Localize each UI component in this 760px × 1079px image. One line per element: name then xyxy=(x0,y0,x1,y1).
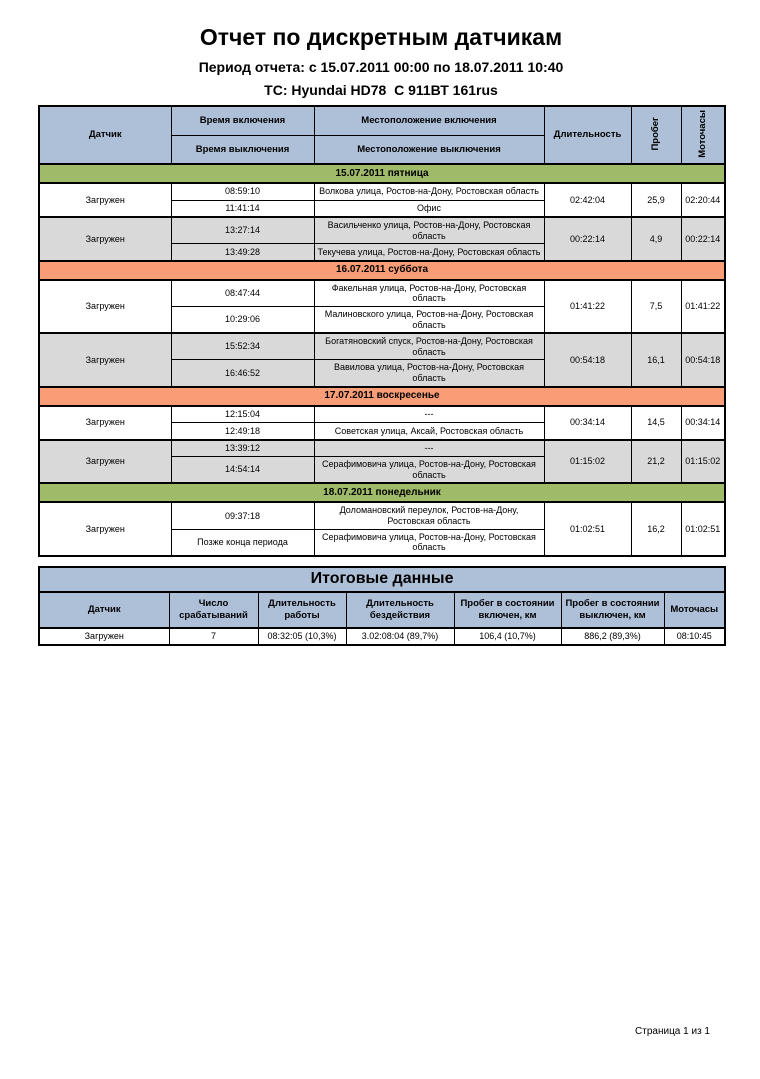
time-off-cell: 16:46:52 xyxy=(171,360,314,387)
engine-hours-cell: 00:22:14 xyxy=(681,217,725,261)
summary-value-2: 08:32:05 (10,3%) xyxy=(258,628,346,645)
summary-value-4: 106,4 (10,7%) xyxy=(454,628,561,645)
date-band-row xyxy=(39,387,725,406)
location-off-cell: Малиновского улица, Ростов-на-Дону, Ростовская область xyxy=(314,306,544,333)
col-header-location-off: Местоположение выключения xyxy=(314,135,544,164)
mileage-cell: 4,9 xyxy=(631,217,681,261)
time-on-cell: 08:59:10 xyxy=(171,183,314,200)
sensor-cell: Загружен xyxy=(39,406,171,440)
mileage-cell: 7,5 xyxy=(631,280,681,333)
date-band-row xyxy=(39,164,725,183)
location-on-cell: --- xyxy=(314,406,544,423)
summary-col-header-5: Пробег в состоянии выключен, км xyxy=(561,592,664,628)
location-off-cell: Серафимовича улица, Ростов-на-Дону, Ростовская область xyxy=(314,457,544,484)
mileage-cell: 25,9 xyxy=(631,183,681,217)
duration-cell: 01:41:22 xyxy=(544,280,631,333)
duration-cell: 02:42:04 xyxy=(544,183,631,217)
main-table-body xyxy=(39,164,725,556)
engine-hours-cell: 02:20:44 xyxy=(681,183,725,217)
engine-hours-cell: 01:41:22 xyxy=(681,280,725,333)
col-header-time-off: Время выключения xyxy=(171,135,314,164)
col-header-time-on: Время включения xyxy=(171,106,314,135)
time-on-cell: 09:37:18 xyxy=(171,502,314,529)
record-row-on xyxy=(39,406,725,423)
report-vehicle: ТС: Hyundai HD78 С 911ВТ 161rus xyxy=(264,82,498,98)
time-on-cell: 13:39:12 xyxy=(171,440,314,457)
time-on-cell: 13:27:14 xyxy=(171,217,314,244)
col-header-duration: Длительность xyxy=(544,106,631,164)
record-row-on xyxy=(39,440,725,457)
record-row-on xyxy=(39,217,725,244)
record-row-on xyxy=(39,280,725,307)
col-header-mileage xyxy=(631,106,681,164)
summary-value-5: 886,2 (89,3%) xyxy=(561,628,664,645)
duration-cell: 00:34:14 xyxy=(544,406,631,440)
summary-title: Итоговые данные xyxy=(39,567,725,592)
location-on-cell: Доломановский переулок, Ростов-на-Дону, Ростовская область xyxy=(314,502,544,529)
duration-cell: 01:02:51 xyxy=(544,502,631,555)
time-off-cell: 10:29:06 xyxy=(171,306,314,333)
col-header-location-on: Местоположение включения xyxy=(314,106,544,135)
summary-table-body xyxy=(39,628,725,645)
summary-table-header xyxy=(39,567,725,628)
summary-value-3: 3.02:08:04 (89,7%) xyxy=(346,628,454,645)
summary-data-row xyxy=(39,628,725,645)
mileage-vertical-label: Пробег xyxy=(650,116,662,151)
mileage-cell: 21,2 xyxy=(631,440,681,484)
sensor-events-table xyxy=(38,105,726,557)
record-row-on xyxy=(39,183,725,200)
sensor-cell: Загружен xyxy=(39,280,171,333)
location-on-cell: --- xyxy=(314,440,544,457)
location-off-cell: Текучева улица, Ростов-на-Дону, Ростовская область xyxy=(314,244,544,261)
mileage-cell: 16,2 xyxy=(631,502,681,555)
summary-value-0: Загружен xyxy=(39,628,169,645)
record-row-on xyxy=(39,502,725,529)
col-header-sensor: Датчик xyxy=(39,106,171,164)
time-off-cell: 11:41:14 xyxy=(171,200,314,217)
summary-col-header-1: Число срабатываний xyxy=(169,592,258,628)
record-row-on xyxy=(39,333,725,360)
date-band: 16.07.2011 суббота xyxy=(39,261,725,280)
engine-hours-cell: 01:02:51 xyxy=(681,502,725,555)
report-title: Отчет по дискретным датчикам xyxy=(199,24,563,50)
summary-value-1: 7 xyxy=(169,628,258,645)
date-band-row xyxy=(39,261,725,280)
page-number: Страница 1 из 1 xyxy=(635,1026,710,1037)
engine-hours-cell: 00:54:18 xyxy=(681,333,725,386)
location-off-cell: Серафимовича улица, Ростов-на-Дону, Ростовская область xyxy=(314,529,544,556)
duration-cell: 00:54:18 xyxy=(544,333,631,386)
summary-header-row xyxy=(39,592,725,628)
summary-col-header-2: Длительность работы xyxy=(258,592,346,628)
date-band: 18.07.2011 понедельник xyxy=(39,483,725,502)
time-off-cell: 13:49:28 xyxy=(171,244,314,261)
duration-cell: 01:15:02 xyxy=(544,440,631,484)
sensor-cell: Загружен xyxy=(39,333,171,386)
time-on-cell: 15:52:34 xyxy=(171,333,314,360)
sensor-cell: Загружен xyxy=(39,183,171,217)
location-on-cell: Волкова улица, Ростов-на-Дону, Ростовская область xyxy=(314,183,544,200)
location-on-cell: Васильченко улица, Ростов-на-Дону, Ростовская область xyxy=(314,217,544,244)
mileage-cell: 16,1 xyxy=(631,333,681,386)
summary-table xyxy=(38,566,726,646)
sensor-events-table-header xyxy=(39,106,725,164)
location-off-cell: Офис xyxy=(314,200,544,217)
date-band: 17.07.2011 воскресенье xyxy=(39,387,725,406)
date-band-row xyxy=(39,483,725,502)
engine-hours-vertical-label: Моточасы xyxy=(697,109,709,158)
location-on-cell: Богатяновский спуск, Ростов-на-Дону, Ростовская область xyxy=(314,333,544,360)
sensor-cell: Загружен xyxy=(39,217,171,261)
date-band: 15.07.2011 пятница xyxy=(39,164,725,183)
engine-hours-cell: 00:34:14 xyxy=(681,406,725,440)
sensor-cell: Загружен xyxy=(39,440,171,484)
summary-col-header-4: Пробег в состоянии включен, км xyxy=(454,592,561,628)
sensor-cell: Загружен xyxy=(39,502,171,555)
location-off-cell: Советская улица, Аксай, Ростовская область xyxy=(314,423,544,440)
mileage-cell: 14,5 xyxy=(631,406,681,440)
summary-col-header-3: Длительность бездействия xyxy=(346,592,454,628)
time-off-cell: 14:54:14 xyxy=(171,457,314,484)
time-off-cell: 12:49:18 xyxy=(171,423,314,440)
summary-col-header-0: Датчик xyxy=(39,592,169,628)
summary-col-header-6: Моточасы xyxy=(664,592,725,628)
report-period: Период отчета: с 15.07.2011 00:00 по 18.07.2011 10:40 xyxy=(198,59,564,75)
time-on-cell: 08:47:44 xyxy=(171,280,314,307)
location-off-cell: Вавилова улица, Ростов-на-Дону, Ростовская область xyxy=(314,360,544,387)
location-on-cell: Факельная улица, Ростов-на-Дону, Ростовская область xyxy=(314,280,544,307)
duration-cell: 00:22:14 xyxy=(544,217,631,261)
time-off-cell: Позже конца периода xyxy=(171,529,314,556)
engine-hours-cell: 01:15:02 xyxy=(681,440,725,484)
summary-value-6: 08:10:45 xyxy=(664,628,725,645)
col-header-engine-hours xyxy=(681,106,725,164)
time-on-cell: 12:15:04 xyxy=(171,406,314,423)
